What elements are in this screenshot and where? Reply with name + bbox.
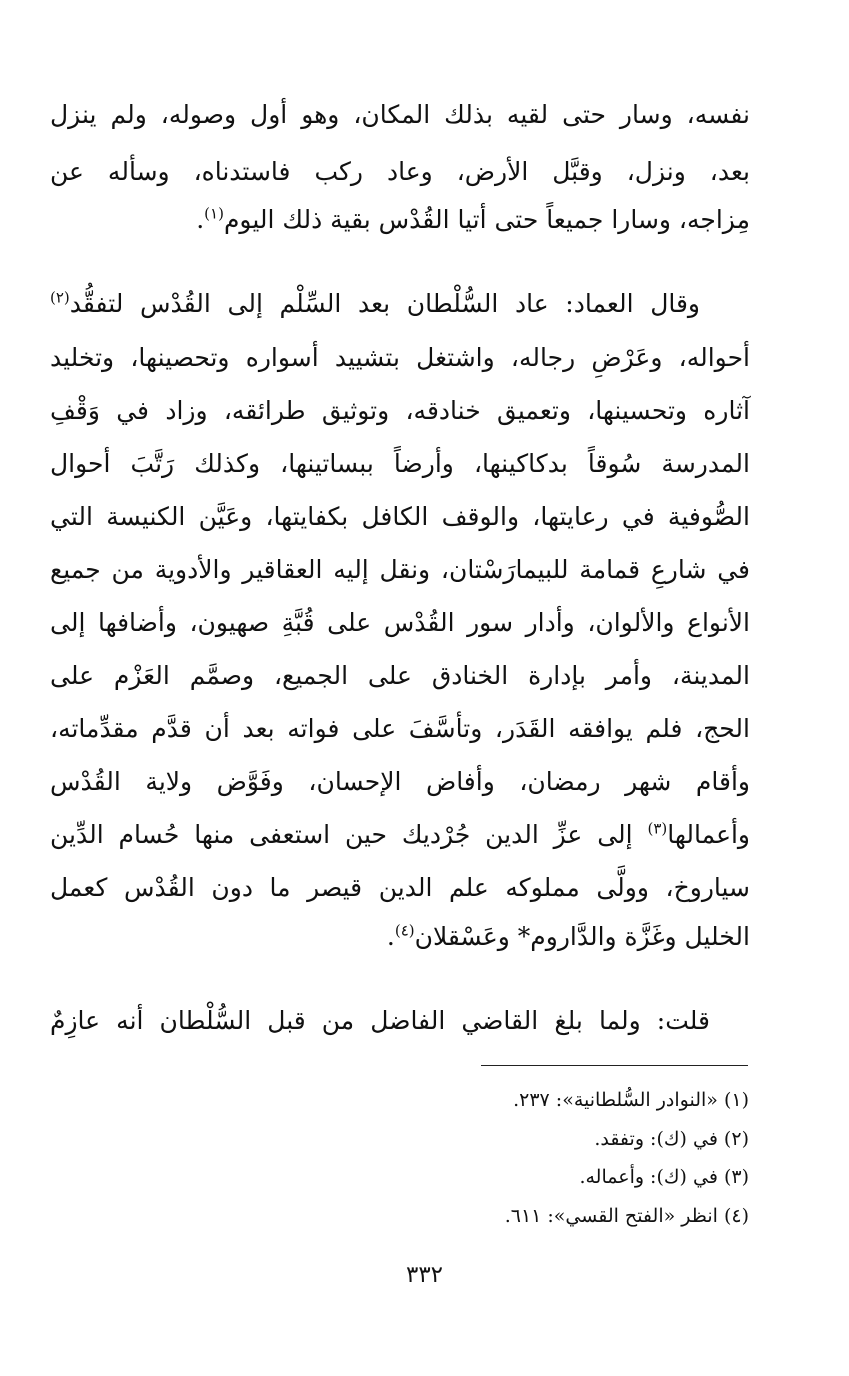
body-line	[50, 544, 750, 596]
footnote: (٤) انظر «الفتح القسي»: ٦١١.	[504, 1205, 749, 1227]
line-text: الأنواع والألوان، وأدار سور القُدْس على قُبَّةِ صهيون، وأضافها إلى	[50, 608, 750, 637]
footnote: (٢) في (ك): وتفقد.	[594, 1128, 749, 1150]
body-line	[50, 146, 750, 198]
line-text: وقال العماد: عاد السُّلْطان بعد السِّلْم إلى القُدْس لتفقُّد	[69, 289, 700, 318]
line-text: إلى عزِّ الدين جُرْديك حين استعفى منها حُسام الدِّين	[50, 820, 648, 849]
line-text: آثاره وتحسينها، وتعميق خنادقه، وتوثيق طرائقه، وزاد في وَقْفِ	[50, 396, 750, 425]
body-line	[50, 491, 750, 543]
footnote-marker: (٣)	[647, 819, 668, 838]
footnote-marker: (١)	[204, 204, 224, 223]
line-text: في شارعِ قمامة للبيمارَسْتان، ونقل إليه العقاقير والأدوية من جميع	[50, 555, 750, 584]
line-text: أحواله، وعَرْضِ رجاله، واشتغل بتشييد أسواره وتحصينها، وتخليد	[50, 343, 750, 372]
body-line	[50, 809, 750, 861]
line-text: بعد، ونزل، وقبَّل الأرض، وعاد ركب فاستدناه، وسأله عن	[50, 157, 750, 186]
body-line	[50, 911, 750, 963]
line-text: .	[386, 922, 395, 951]
body-line	[50, 756, 750, 808]
body-line	[50, 194, 750, 246]
line-text: وأعمالها	[667, 820, 750, 849]
line-text: الصُّوفية في رعايتها، والوقف الكافل بكفايتها، وعَيَّن الكنيسة التي	[50, 502, 750, 531]
line-text: مِزاجه، وسارا جميعاً حتى أتيا القُدْس بقية ذلك اليوم	[223, 205, 750, 234]
body-line	[50, 332, 750, 384]
line-text: سياروخ، وولَّى مملوكه علم الدين قيصر ما دون القُدْس كعمل	[50, 873, 750, 902]
footnote-marker: (٤)	[394, 921, 415, 940]
footnote-marker: (٢)	[50, 288, 70, 307]
line-text: نفسه، وسار حتى لقيه بذلك المكان، وهو أول وصوله، ولم ينزل	[50, 100, 750, 129]
line-text: الحج، فلم يوافقه القَدَر، وتأسَّفَ على فواته بعد أن قدَّم مقدِّماته،	[50, 714, 750, 743]
body-line	[50, 89, 750, 141]
line-text: المدرسة سُوقاً بدكاكينها، وأرضاً ببساتينها، وكذلك رَتَّبَ أحوال	[50, 449, 750, 478]
footnote: (١) «النوادر السُّلطانية»: ٢٣٧.	[513, 1089, 749, 1111]
body-line-indented	[50, 995, 710, 1047]
line-text: المدينة، وأمر بإدارة الخنادق على الجميع، وصمَّم العَزْم على	[50, 661, 750, 690]
body-line	[50, 650, 750, 702]
line-text: .	[196, 205, 205, 234]
line-text: الخليل وغَزَّة والدَّاروم* وعَسْقلان	[414, 922, 750, 951]
page-number: ٣٣٢	[405, 1262, 444, 1288]
body-line	[50, 703, 750, 755]
footnote-separator	[481, 1065, 748, 1066]
line-text: قلت: ولما بلغ القاضي الفاضل من قبل السُّلْطان أنه عازِمٌ	[50, 1006, 710, 1035]
body-line	[50, 862, 750, 914]
line-text: وأقام شهر رمضان، وأفاض الإحسان، وفَوَّض ولاية القُدْس	[50, 767, 750, 796]
footnote: (٣) في (ك): وأعماله.	[579, 1166, 749, 1188]
body-line	[50, 597, 750, 649]
body-line-indented	[50, 278, 700, 330]
body-line	[50, 438, 750, 490]
body-line	[50, 385, 750, 437]
